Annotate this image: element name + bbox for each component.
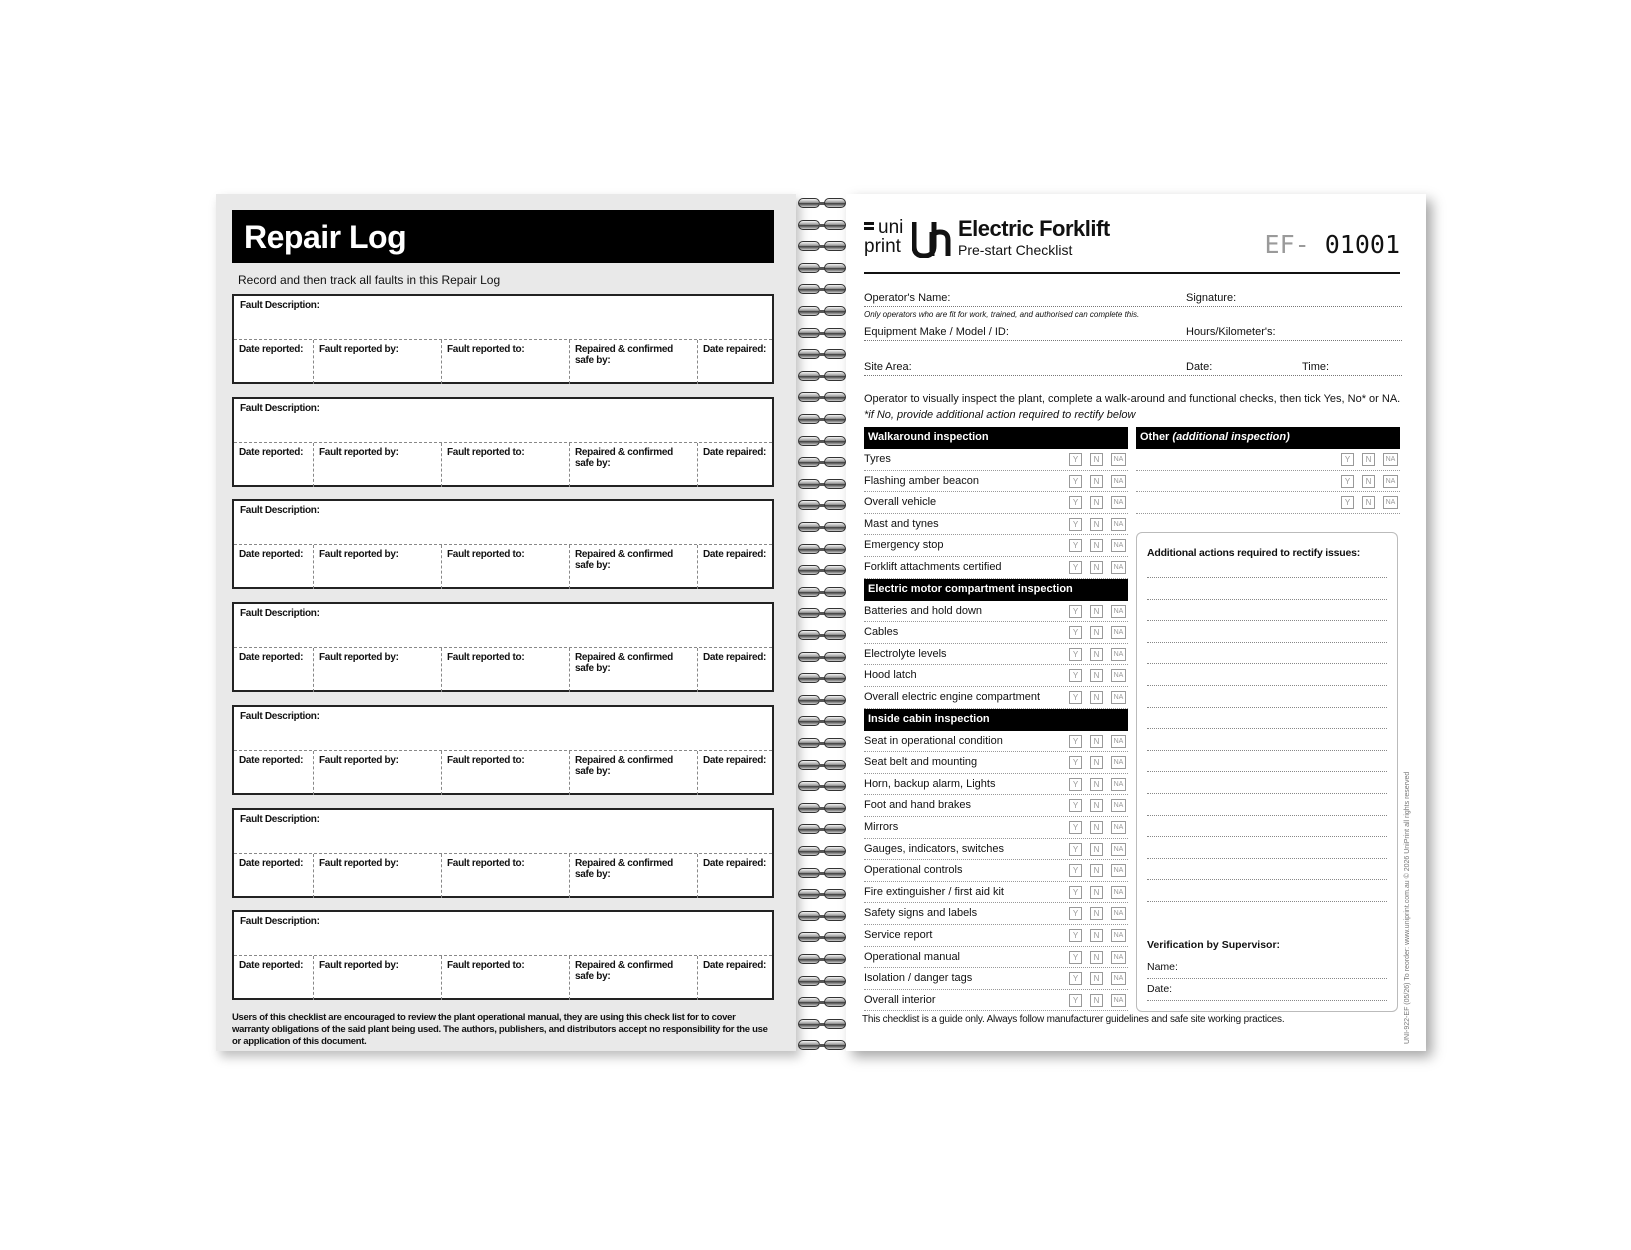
repair-entry[interactable] [232, 294, 774, 384]
yes-checkbox[interactable]: Y [1069, 561, 1082, 574]
repair-log-cell[interactable]: Date repaired: [703, 446, 767, 458]
na-checkbox[interactable]: NA [1111, 778, 1126, 791]
checklist-item-label: Hood latch [864, 669, 917, 682]
checklist-item-label: Fire extinguisher / first aid kit [864, 885, 1004, 898]
na-checkbox[interactable]: NA [1111, 518, 1126, 531]
na-checkbox[interactable]: NA [1111, 691, 1126, 704]
yes-checkbox[interactable]: Y [1069, 821, 1082, 834]
yes-checkbox[interactable]: Y [1069, 539, 1082, 552]
checklist-row [864, 990, 1128, 1012]
repair-log-cell[interactable]: Repaired & confirmed safe by: [570, 443, 698, 487]
spiral-coil [792, 520, 852, 534]
no-checkbox[interactable]: N [1090, 951, 1103, 964]
no-checkbox[interactable]: N [1090, 626, 1103, 639]
checklist-item-label: Foot and hand brakes [864, 799, 972, 812]
repair-log-cell[interactable]: Date reported: [234, 443, 314, 487]
checklist-row [864, 752, 1128, 774]
uniprint-logo: uni print [864, 216, 954, 260]
verification-label: Verification by Supervisor: [1147, 939, 1281, 951]
na-checkbox[interactable]: NA [1111, 929, 1126, 942]
spiral-coil [792, 974, 852, 988]
repair-log-footer: Users of this checklist are encouraged to review the plant operational manual, they are using this check list for to cover warranty obligations of the said plant being used. The authors, publishers, and distributors accept no responsibility for the use or application of this document. [232, 1012, 768, 1047]
na-checkbox[interactable]: NA [1111, 994, 1126, 1007]
repair-log-cell[interactable]: Date repaired: [703, 344, 767, 355]
instructions: Operator to visually inspect the plant, complete a walk-around and functional checks, then tick Yes, No* or NA. *if No, provide additional action required to rectify below [864, 393, 1401, 421]
yes-checkbox[interactable]: Y [1069, 669, 1082, 682]
site-area-field[interactable]: Site Area: [864, 361, 912, 373]
checklist-item-label: Horn, backup alarm, Lights [864, 777, 996, 790]
fault-description-field[interactable]: Fault Description: [234, 912, 772, 956]
checklist-item-label: Overall interior [864, 993, 936, 1006]
no-checkbox[interactable]: N [1362, 453, 1375, 466]
yes-checkbox[interactable]: Y [1069, 929, 1082, 942]
yes-checkbox[interactable]: Y [1069, 453, 1082, 466]
operator-name-field[interactable]: Operator's Name: [864, 292, 951, 304]
checklist-item-label: Mast and tynes [864, 517, 939, 530]
no-checkbox[interactable]: N [1090, 735, 1103, 748]
checklist-row [864, 903, 1128, 925]
action-line[interactable] [1147, 750, 1387, 751]
spiral-coil [792, 369, 852, 383]
no-checkbox[interactable]: N [1090, 518, 1103, 531]
repair-log-cell[interactable]: Date repaired: [703, 652, 767, 664]
book-spread [216, 194, 1426, 1051]
spiral-coil [792, 434, 852, 448]
no-checkbox[interactable]: N [1090, 799, 1103, 812]
spiral-coil [792, 952, 852, 966]
spiral-coil [792, 736, 852, 750]
header-rule [864, 272, 1400, 274]
equipment-field[interactable]: Equipment Make / Model / ID: [864, 326, 1009, 338]
repair-log-cell[interactable]: Repaired & confirmed safe by: [570, 956, 698, 1000]
repair-log-cell[interactable]: Fault reported by: [314, 443, 442, 487]
spiral-coil [792, 585, 852, 599]
repair-log-cell[interactable]: Fault reported to: [442, 648, 570, 692]
repair-log-cell[interactable]: Fault reported to: [442, 854, 570, 898]
spiral-coil [792, 1038, 852, 1052]
no-checkbox[interactable]: N [1090, 561, 1103, 574]
spiral-coil [792, 390, 852, 404]
na-checkbox[interactable]: NA [1111, 475, 1126, 488]
checklist-row [864, 622, 1128, 644]
yes-checkbox[interactable]: Y [1069, 475, 1082, 488]
na-checkbox[interactable]: NA [1383, 453, 1398, 466]
repair-log-cell[interactable]: Fault reported to: [442, 956, 570, 1000]
time-field[interactable]: Time: [1302, 361, 1330, 373]
yes-checkbox[interactable]: Y [1069, 626, 1082, 639]
repair-entry[interactable] [232, 808, 774, 898]
yes-checkbox[interactable]: Y [1341, 496, 1354, 509]
checklist-row [864, 644, 1128, 666]
na-checkbox[interactable]: NA [1111, 951, 1126, 964]
na-checkbox[interactable]: NA [1111, 539, 1126, 552]
hours-field[interactable]: Hours/Kilometer's: [1186, 326, 1276, 338]
no-checkbox[interactable]: N [1090, 864, 1103, 877]
repair-entry[interactable] [232, 705, 774, 795]
repair-log-cell[interactable]: Date reported: [234, 340, 314, 384]
repair-log-cell[interactable]: Repaired & confirmed safe by: [570, 340, 698, 384]
checklist-subtitle: Pre-start Checklist [958, 242, 1073, 258]
no-checkbox[interactable]: N [1090, 648, 1103, 661]
action-line[interactable] [1147, 771, 1387, 772]
repair-log-cell[interactable]: Date reported: [234, 648, 314, 692]
yes-checkbox[interactable]: Y [1069, 864, 1082, 877]
yes-checkbox[interactable]: Y [1069, 972, 1082, 985]
repair-entry[interactable] [232, 602, 774, 692]
action-line[interactable] [1147, 642, 1387, 643]
spiral-coil [792, 1017, 852, 1031]
na-checkbox[interactable]: NA [1111, 496, 1126, 509]
no-checkbox[interactable]: N [1090, 539, 1103, 552]
na-checkbox[interactable]: NA [1111, 799, 1126, 812]
verification-name-field[interactable]: Name: [1147, 961, 1387, 979]
repair-log-cell[interactable]: Date reported: [234, 751, 314, 795]
no-checkbox[interactable]: N [1090, 994, 1103, 1007]
additional-actions-box[interactable] [1136, 532, 1398, 1012]
action-line[interactable] [1147, 728, 1387, 729]
yes-checkbox[interactable]: Y [1341, 453, 1354, 466]
action-line[interactable] [1147, 707, 1387, 708]
checklist-item-label: Forklift attachments certified [864, 561, 1002, 573]
repair-log-cell[interactable]: Fault reported to: [442, 751, 570, 795]
checklist-title: Electric Forklift [958, 216, 1110, 241]
na-checkbox[interactable]: NA [1111, 756, 1126, 769]
repair-log-title: Repair Log [232, 210, 774, 263]
na-checkbox[interactable]: NA [1383, 496, 1398, 509]
spiral-coil [792, 628, 852, 642]
no-checkbox[interactable]: N [1090, 821, 1103, 834]
na-checkbox[interactable]: NA [1111, 453, 1126, 466]
spiral-coil [792, 714, 852, 728]
checklist-item-label: Service report [864, 929, 933, 941]
yes-checkbox[interactable]: Y [1069, 799, 1082, 812]
serial-number: EF- 01001 [1264, 230, 1400, 259]
checklist-item-label: Gauges, indicators, switches [864, 842, 1005, 855]
repair-log-cell[interactable]: Fault reported by: [314, 648, 442, 692]
yes-checkbox[interactable]: Y [1069, 778, 1082, 791]
action-line[interactable] [1147, 599, 1387, 600]
repair-log-cell[interactable]: Fault reported to: [442, 545, 570, 589]
no-checkbox[interactable]: N [1090, 886, 1103, 899]
checklist-item-label: Emergency stop [864, 539, 944, 552]
spiral-coil [792, 412, 852, 426]
checklist-page [846, 194, 1426, 1051]
action-line[interactable] [1147, 620, 1387, 621]
na-checkbox[interactable]: NA [1111, 972, 1126, 985]
spiral-coil [792, 758, 852, 772]
checklist-row [864, 601, 1128, 623]
checklist-item-label: Overall vehicle [864, 496, 937, 509]
checklist-row [864, 492, 1128, 514]
spiral-coil [792, 887, 852, 901]
checklist-item-label: Electrolyte levels [864, 647, 947, 660]
checklist-row [864, 687, 1128, 709]
repair-log-cell[interactable]: Date repaired: [703, 754, 767, 766]
spiral-coil [792, 909, 852, 923]
no-checkbox[interactable]: N [1090, 496, 1103, 509]
na-checkbox[interactable]: NA [1111, 886, 1126, 899]
no-checkbox[interactable]: N [1090, 453, 1103, 466]
checklist-item-label: Safety signs and labels [864, 907, 978, 920]
na-checkbox[interactable]: NA [1111, 626, 1126, 639]
other-row[interactable] [1136, 492, 1400, 514]
checklist-item-label: Cables [864, 626, 899, 639]
spiral-coil [792, 261, 852, 275]
checklist-row [864, 514, 1128, 536]
yes-checkbox[interactable]: Y [1069, 994, 1082, 1007]
fault-description-field[interactable]: Fault Description: [234, 604, 772, 648]
spiral-coil [792, 866, 852, 880]
fault-description-field[interactable]: Fault Description: [234, 501, 772, 545]
na-checkbox[interactable]: NA [1111, 907, 1126, 920]
action-line[interactable] [1147, 793, 1387, 794]
repair-log-cell[interactable]: Date reported: [234, 956, 314, 1000]
yes-checkbox[interactable]: Y [1069, 756, 1082, 769]
checklist-row [864, 947, 1128, 969]
section-header: Electric motor compartment inspection [864, 579, 1128, 601]
checklist-row [864, 839, 1128, 861]
fault-description-field[interactable]: Fault Description: [234, 810, 772, 854]
na-checkbox[interactable]: NA [1111, 821, 1126, 834]
spiral-coil [792, 498, 852, 512]
repair-entry[interactable] [232, 397, 774, 487]
na-checkbox[interactable]: NA [1383, 475, 1398, 488]
checklist-item-label: Isolation / danger tags [864, 972, 973, 985]
spiral-coil [792, 930, 852, 944]
spiral-coil [792, 239, 852, 253]
repair-log-cell[interactable]: Repaired & confirmed safe by: [570, 545, 698, 589]
verification-date-field[interactable]: Date: [1147, 983, 1387, 1001]
checklist-row [864, 817, 1128, 839]
repair-log-cell[interactable]: Fault reported to: [442, 340, 570, 384]
repair-log-cell[interactable]: Fault reported to: [442, 443, 570, 487]
action-line[interactable] [1147, 663, 1387, 664]
checklist-item-label: Flashing amber beacon [864, 474, 979, 487]
spiral-coil [792, 801, 852, 815]
no-checkbox[interactable]: N [1090, 756, 1103, 769]
repair-entry[interactable] [232, 499, 774, 589]
fault-description-field[interactable]: Fault Description: [234, 707, 772, 751]
spiral-coil [792, 304, 852, 318]
na-checkbox[interactable]: NA [1111, 864, 1126, 877]
other-row[interactable] [1136, 471, 1400, 493]
spiral-coil [792, 218, 852, 232]
na-checkbox[interactable]: NA [1111, 669, 1126, 682]
na-checkbox[interactable]: NA [1111, 561, 1126, 574]
checklist-footer: This checklist is a guide only. Always follow manufacturer guidelines and safe site working practices. [862, 1014, 1285, 1025]
checklist-item-label: Tyres [864, 453, 891, 465]
checklist-item-label: Seat belt and mounting [864, 756, 978, 769]
other-row[interactable] [1136, 449, 1400, 471]
yes-checkbox[interactable]: Y [1069, 735, 1082, 748]
fault-description-field[interactable]: Fault Description: [234, 399, 772, 443]
side-imprint: UNI-922-EF (05/26) To reorder: www.uniprint.com.au © 2026 UniPrint all rights reserved [1404, 771, 1411, 1044]
action-line[interactable] [1147, 901, 1387, 902]
spiral-coil [792, 542, 852, 556]
checklist-row [864, 449, 1128, 471]
na-checkbox[interactable]: NA [1111, 605, 1126, 618]
yes-checkbox[interactable]: Y [1069, 886, 1082, 899]
action-line[interactable] [1147, 858, 1387, 859]
spiral-coil [792, 455, 852, 469]
repair-log-cell[interactable]: Fault reported by: [314, 545, 442, 589]
signature-field[interactable]: Signature: [1186, 292, 1237, 304]
yes-checkbox[interactable]: Y [1069, 843, 1082, 856]
no-checkbox[interactable]: N [1090, 843, 1103, 856]
repair-log-cell[interactable]: Date reported: [234, 854, 314, 898]
repair-log-cell[interactable]: Date repaired: [703, 960, 767, 972]
checklist-item-label: Operational controls [864, 864, 963, 877]
spiral-coil [792, 326, 852, 340]
no-checkbox[interactable]: N [1090, 972, 1103, 985]
yes-checkbox[interactable]: Y [1069, 518, 1082, 531]
repair-log-cell[interactable]: Fault reported by: [314, 340, 442, 384]
spiral-coil [792, 693, 852, 707]
checklist-row [864, 860, 1128, 882]
fault-description-field[interactable]: Fault Description: [234, 296, 772, 340]
spiral-coil [792, 650, 852, 664]
spiral-coil [792, 196, 852, 210]
yes-checkbox[interactable]: Y [1069, 496, 1082, 509]
action-line[interactable] [1147, 815, 1387, 816]
na-checkbox[interactable]: NA [1111, 648, 1126, 661]
repair-log-cell[interactable]: Repaired & confirmed safe by: [570, 648, 698, 692]
action-line[interactable] [1147, 685, 1387, 686]
checklist-row [864, 795, 1128, 817]
additional-actions-label: Additional actions required to rectify issues: [1147, 547, 1361, 559]
repair-entry[interactable] [232, 910, 774, 1000]
spiral-coil [792, 844, 852, 858]
yes-checkbox[interactable]: Y [1069, 951, 1082, 964]
checklist-item-label: Mirrors [864, 821, 899, 833]
no-checkbox[interactable]: N [1090, 475, 1103, 488]
yes-checkbox[interactable]: Y [1069, 907, 1082, 920]
repair-log-page [216, 194, 796, 1051]
repair-log-cell[interactable]: Fault reported by: [314, 854, 442, 898]
checklist-item-label: Operational manual [864, 950, 961, 963]
other-section-header: Other (additional inspection) [1136, 427, 1400, 449]
action-line[interactable] [1147, 836, 1387, 837]
repair-log-intro: Record and then track all faults in this Repair Log [238, 273, 501, 287]
no-checkbox[interactable]: N [1362, 475, 1375, 488]
repair-log-cell[interactable]: Date repaired: [703, 549, 767, 561]
checklist-row [864, 557, 1128, 579]
uh-logo-mark-icon [912, 218, 952, 258]
repair-log-cell[interactable]: Fault reported by: [314, 956, 442, 1000]
section-header: Inside cabin inspection [864, 709, 1128, 731]
yes-checkbox[interactable]: Y [1069, 691, 1082, 704]
spiral-coil [792, 282, 852, 296]
no-checkbox[interactable]: N [1090, 907, 1103, 920]
repair-log-cell[interactable]: Repaired & confirmed safe by: [570, 751, 698, 795]
date-field[interactable]: Date: [1186, 361, 1213, 373]
repair-log-cell[interactable]: Date reported: [234, 545, 314, 589]
spiral-coil [792, 563, 852, 577]
spiral-coil [792, 606, 852, 620]
no-checkbox[interactable]: N [1090, 691, 1103, 704]
checklist-row [864, 882, 1128, 904]
na-checkbox[interactable]: NA [1111, 735, 1126, 748]
checklist-row [864, 968, 1128, 990]
checklist-item-label: Overall electric engine compartment [864, 691, 1041, 703]
action-line[interactable] [1147, 577, 1387, 578]
checklist-row [864, 925, 1128, 947]
checklist-row [864, 731, 1128, 753]
spiral-binding [792, 196, 852, 1046]
no-checkbox[interactable]: N [1090, 669, 1103, 682]
spiral-coil [792, 995, 852, 1009]
checklist-item-label: Seat in operational condition [864, 734, 1003, 747]
checklist-row [864, 774, 1128, 796]
no-checkbox[interactable]: N [1090, 929, 1103, 942]
no-checkbox[interactable]: N [1090, 605, 1103, 618]
spiral-coil [792, 779, 852, 793]
operator-note: Only operators who are fit for work, trained, and authorised can complete this. [864, 310, 1140, 319]
action-line[interactable] [1147, 879, 1387, 880]
checklist-row [864, 665, 1128, 687]
spiral-coil [792, 347, 852, 361]
checklist-row [864, 471, 1128, 493]
spiral-coil [792, 671, 852, 685]
yes-checkbox[interactable]: Y [1341, 475, 1354, 488]
repair-log-cell[interactable]: Repaired & confirmed safe by: [570, 854, 698, 898]
spiral-coil [792, 822, 852, 836]
yes-checkbox[interactable]: Y [1069, 605, 1082, 618]
no-checkbox[interactable]: N [1090, 778, 1103, 791]
section-header: Walkaround inspection [864, 427, 1128, 449]
repair-log-cell[interactable]: Fault reported by: [314, 751, 442, 795]
yes-checkbox[interactable]: Y [1069, 648, 1082, 661]
checklist-row [864, 535, 1128, 557]
na-checkbox[interactable]: NA [1111, 843, 1126, 856]
no-checkbox[interactable]: N [1362, 496, 1375, 509]
checklist-item-label: Batteries and hold down [864, 604, 983, 617]
repair-log-cell[interactable]: Date repaired: [703, 857, 767, 869]
spiral-coil [792, 477, 852, 491]
